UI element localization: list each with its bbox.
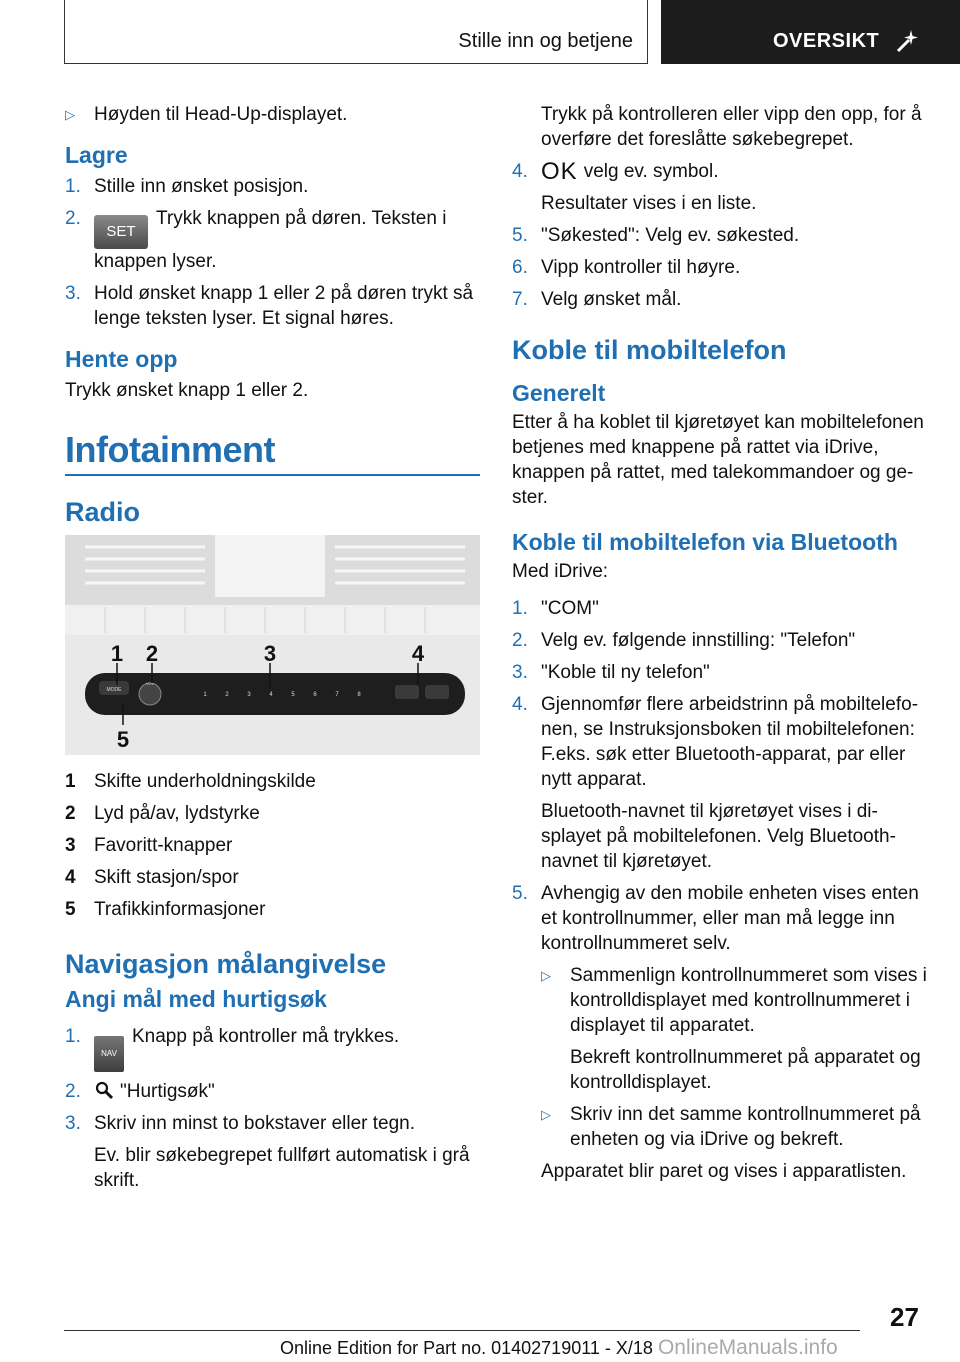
legend-text: Trafikkinformasjoner (94, 899, 266, 920)
page-number: 27 (890, 1302, 919, 1332)
header-section-title: Stille inn og betjene (458, 30, 633, 52)
legend-text: Skift stasjon/spor (94, 867, 239, 888)
legend-row (65, 865, 480, 890)
preset-label: 7 (335, 692, 339, 698)
callout-5: 5 (116, 727, 130, 752)
list-item (512, 223, 930, 248)
footer-brand-watermark: OnlineManuals.info (657, 1336, 838, 1359)
step-text: Knapp på kontroller må trykkes. (132, 1026, 400, 1047)
paragraph: Etter å ha koblet til kjøretøyet kan mobiltelefonen betjenes med knappene på rattet via iDrive, knappen på rattet, med talekommandoer og gester. (512, 412, 924, 508)
legend-number: 3 (65, 835, 76, 856)
step-text: "Koble til ny telefon" (541, 662, 710, 683)
bullet-item (65, 102, 480, 127)
bullet-text: Skriv inn det samme kontrollnummeret på enheten og via iDrive og bekreft. (570, 1104, 921, 1150)
heading-hente-opp: Hente opp (65, 346, 178, 372)
step-text: Avhengig av den mobile enheten vises enten et kontrollnummer, eller man må legge inn kontrollnummeret selv. (541, 883, 919, 954)
header-section-box (64, 0, 648, 64)
list-item (512, 692, 930, 792)
step-continuation: Bluetooth-navnet til kjøretøyet vises i displayet på mobiltelefonen. Velg Bluetooth-navnet til kjøretøyet. (541, 801, 896, 872)
vol-label: VOL (145, 681, 155, 686)
step-text: "Søkested": Velg ev. søkested. (541, 225, 800, 246)
step-text: velg ev. symbol. (583, 161, 719, 182)
legend-number: 2 (65, 803, 76, 824)
callout-2: 2 (145, 641, 159, 666)
preset-label: 8 (357, 692, 361, 698)
preset-label: 3 (247, 692, 251, 698)
list-item (65, 1079, 480, 1104)
preset-label: 2 (225, 692, 229, 698)
callout-4: 4 (411, 641, 425, 666)
triangle-bullet-icon: ▷ (65, 107, 75, 122)
step-number: 3. (65, 283, 81, 304)
step-text: "Hurtigsøk" (120, 1081, 215, 1102)
list-item (512, 596, 930, 621)
legend-row (65, 833, 480, 858)
preset-label: 6 (313, 692, 317, 698)
legend-number: 1 (65, 771, 76, 792)
step-number: 4. (512, 161, 528, 182)
magnifier-icon (94, 1080, 114, 1100)
header-chapter-tab (661, 0, 960, 64)
callout-1: 1 (110, 641, 124, 666)
step-text: "COM" (541, 598, 599, 619)
legend-text: Favoritt-knapper (94, 835, 233, 856)
step-number: 2. (65, 1081, 81, 1102)
heading-radio: Radio (65, 497, 141, 527)
step-text: Velg ev. følgende innstilling: "Telefon" (541, 630, 856, 651)
triangle-bullet-icon: ▷ (541, 1107, 551, 1122)
list-item (512, 255, 930, 280)
legend-row (65, 769, 480, 794)
nav-button-image: NAV (94, 1036, 124, 1072)
heading-mobiltelefon: Koble til mobiltelefon (512, 335, 787, 365)
paragraph: Trykk ønsket knapp 1 eller 2. (65, 380, 309, 401)
set-button-image: SET (94, 215, 148, 249)
list-item (512, 159, 930, 184)
legend-row (65, 897, 480, 922)
heading-rule (65, 474, 480, 476)
step-number: 2. (512, 630, 528, 651)
heading-navigasjon: Navigasjon målangivelse (65, 949, 387, 979)
step-continuation: Ev. blir søkebegrepet fullført automatisk i grå skrift. (94, 1145, 470, 1191)
legend-number: 5 (65, 899, 76, 920)
step-text: Skriv inn minst to bokstaver eller tegn. (94, 1113, 416, 1134)
legend-text: Skifte underholdningskilde (94, 771, 316, 792)
step-continuation: Apparatet blir paret og vises i apparatlisten. (541, 1161, 907, 1182)
step-continuation: Resultater vises i en liste. (541, 193, 757, 214)
step-number: 3. (65, 1113, 81, 1134)
step-number: 5. (512, 225, 528, 246)
step-text: Vipp kontroller til høyre. (541, 257, 741, 278)
header-chapter-title: OVERSIKT (773, 30, 880, 52)
step-text: Gjennomfør flere arbeidstrinn på mobiltelefonen, se Instruksjonsboken til mobiltelefonen: F.eks. søk etter Bluetooth-apparat, par eller nytt apparat. (541, 694, 919, 790)
preset-label: 1 (203, 692, 207, 698)
step-text: Stille inn ønsket posisjon. (94, 176, 309, 197)
sub-bullet-item (512, 963, 930, 1038)
right-column (512, 102, 930, 1191)
paragraph: Med iDrive: (512, 561, 609, 582)
step-number: 1. (65, 176, 81, 197)
left-column (65, 102, 480, 1200)
sparkle-icon (895, 28, 921, 54)
step-number: 4. (512, 694, 528, 715)
mode-label: MODE (106, 687, 122, 693)
list-item (512, 287, 930, 312)
step-number: 1. (65, 1026, 81, 1047)
footer-edition-text: Online Edition for Part no. 01402719011 - X/18 (280, 1338, 653, 1358)
list-item (65, 174, 480, 199)
legend-number: 4 (65, 867, 76, 888)
step-continuation: Trykk på kontrolleren eller vipp den opp, for å overføre det foreslåtte søkebegrepet. (541, 104, 922, 150)
bullet-continuation: Bekreft kontrollnummeret på apparatet og kontrolldisplayet. (570, 1047, 921, 1093)
legend-row (65, 801, 480, 826)
legend-text: Lyd på/av, lydstyrke (94, 803, 260, 824)
list-item (512, 660, 930, 685)
footer-rule (64, 1330, 860, 1331)
heading-generelt: Generelt (512, 380, 606, 406)
step-text: Trykk knappen på døren. Teksten i knappen lyser. (94, 208, 447, 272)
step-number: 6. (512, 257, 528, 278)
preset-label: 5 (291, 692, 295, 698)
step-number: 5. (512, 883, 528, 904)
triangle-bullet-icon: ▷ (541, 968, 551, 983)
step-number: 2. (65, 208, 81, 229)
preset-label: 4 (269, 692, 273, 698)
step-text: Hold ønsket knapp 1 eller 2 på døren trykt så lenge teksten lyser. Et signal høres. (94, 283, 474, 329)
heading-lagre: Lagre (65, 142, 128, 168)
sub-bullet-item (512, 1102, 930, 1152)
list-item (65, 281, 480, 331)
step-text: Velg ønsket mål. (541, 289, 682, 310)
step-number: 1. (512, 598, 528, 619)
step-number: 7. (512, 289, 528, 310)
bullet-text: Høyden til Head-Up-displayet. (94, 104, 348, 125)
list-item (65, 1111, 480, 1136)
ok-symbol-icon: OK (541, 158, 578, 185)
heading-infotainment: Infotainment (65, 429, 275, 470)
callout-3: 3 (263, 641, 277, 666)
list-item (65, 1024, 480, 1072)
footer-edition (280, 1336, 838, 1360)
bullet-text: Sammenlign kontrollnummeret som vises i kontrolldisplayet med kontrollnummeret i displayet til apparatet. (570, 965, 927, 1036)
list-item (65, 206, 480, 274)
radio-panel-image (65, 535, 480, 755)
heading-hurtigsok: Angi mål med hurtigsøk (65, 986, 327, 1012)
step-number: 3. (512, 662, 528, 683)
heading-bluetooth: Koble til mobiltelefon via Bluetooth (512, 529, 898, 555)
list-item (512, 628, 930, 653)
list-item (512, 881, 930, 956)
